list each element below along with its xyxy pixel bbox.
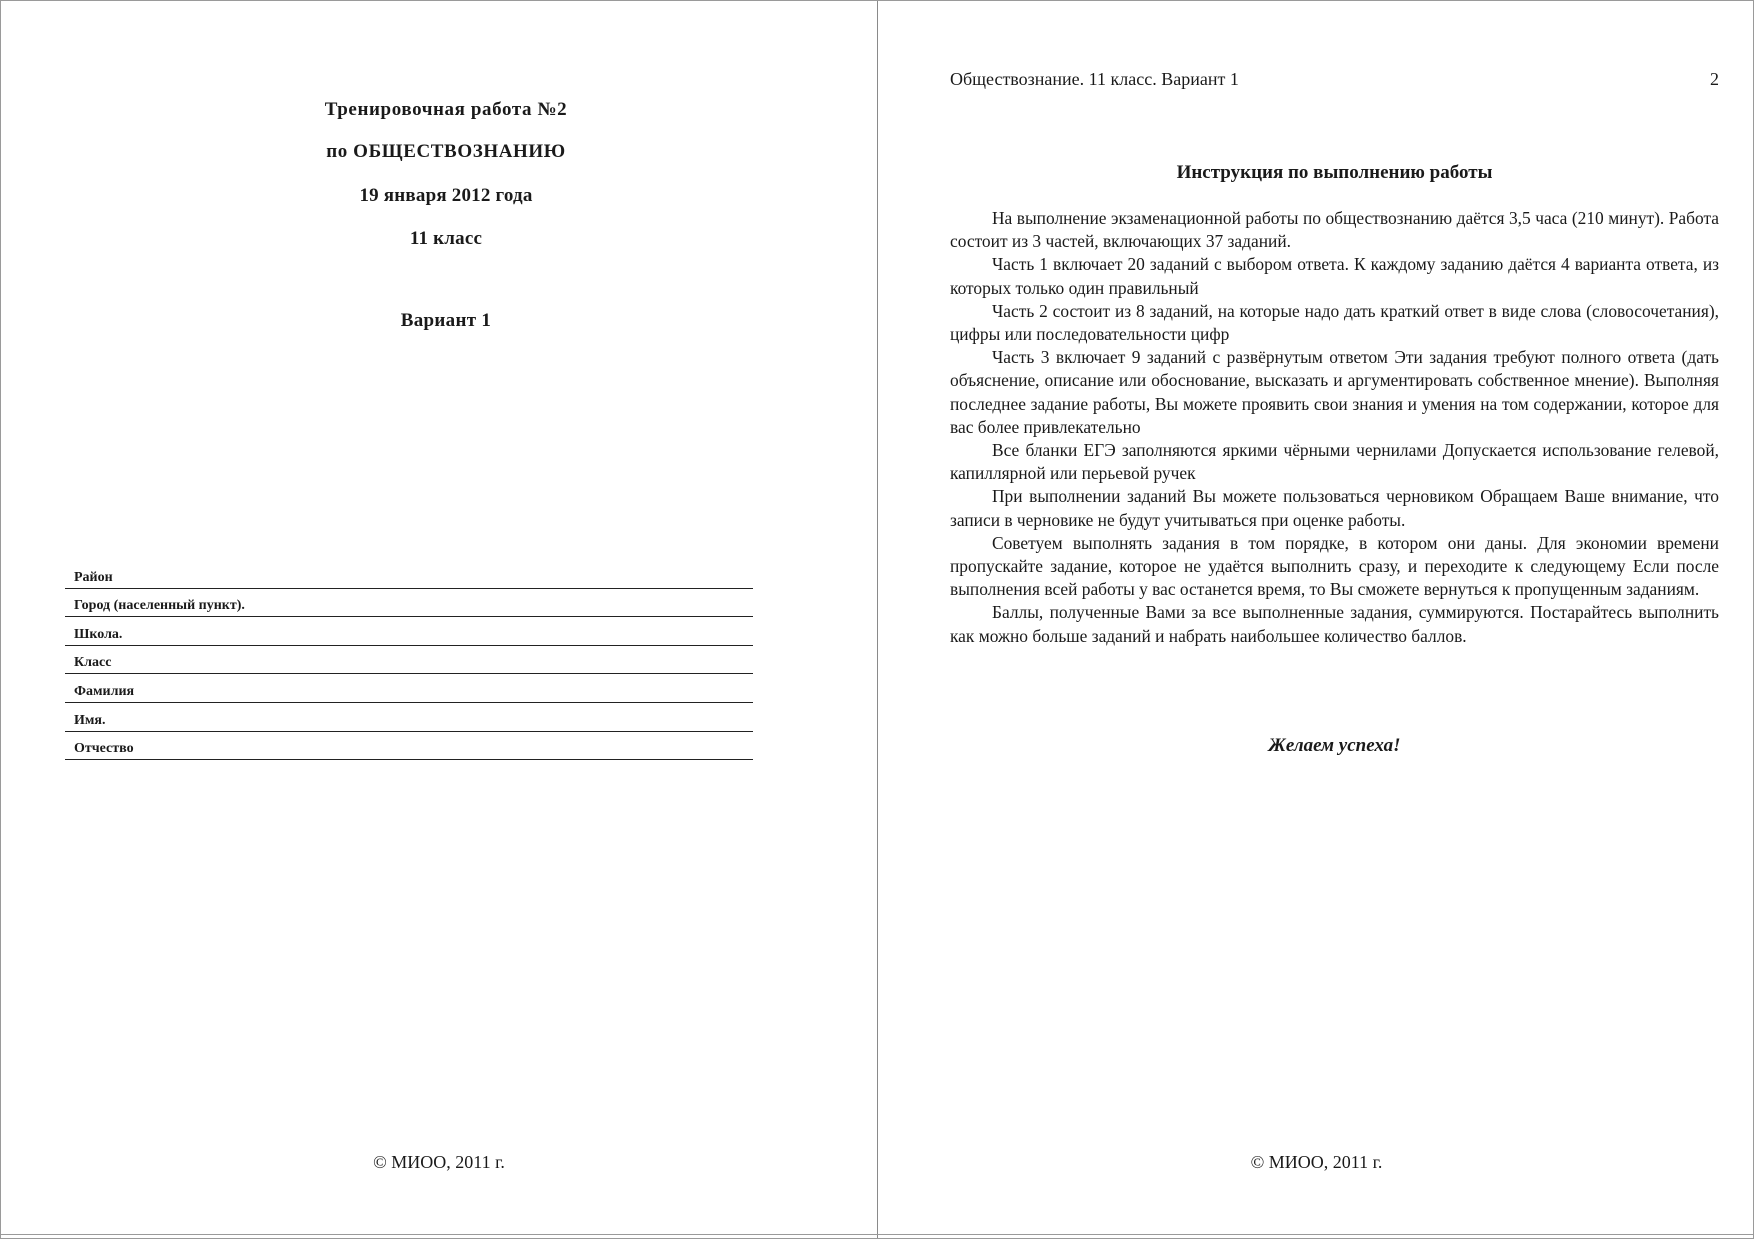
district-label: Район xyxy=(74,569,113,585)
exam-date: 19 января 2012 года xyxy=(359,185,533,206)
paragraph-draft: При выполнении заданий Вы можете пользоваться черновиком Обращаем Ваше внимание, что записи в черновике не будут учитываться при оценке работы. xyxy=(950,486,1719,530)
closing-wish: Желаем успеха! xyxy=(1268,735,1401,756)
district-field[interactable] xyxy=(65,560,753,589)
patronymic-field[interactable] xyxy=(65,732,753,761)
surname-field[interactable] xyxy=(65,674,753,703)
name-field[interactable] xyxy=(65,703,753,732)
class-label: Класс xyxy=(74,655,112,671)
school-field[interactable] xyxy=(65,617,753,646)
school-label: Школа. xyxy=(74,626,123,642)
student-info-form xyxy=(65,560,753,760)
instructions-page xyxy=(878,1,1754,1238)
class-field[interactable] xyxy=(65,646,753,675)
paragraph-order: Советуем выполнять задания в том порядке, в котором они даны. Для экономии времени пропускайте задание, которое не удаётся выполнить сразу, и переходите к следующему Если после выполнения всей работы у вас останется время, то Вы сможете вернуться к пропущенным заданиям. xyxy=(950,532,1719,600)
paragraph-part-1: Часть 1 включает 20 заданий с выбором ответа. К каждому заданию даётся 4 варианта ответа, из которых только один правильный xyxy=(950,254,1719,298)
city-field[interactable] xyxy=(65,589,753,618)
right-footer-copyright: © МИОО, 2011 г. xyxy=(1250,1152,1383,1172)
page-number: 2 xyxy=(1710,69,1719,89)
left-footer-copyright: © МИОО, 2011 г. xyxy=(373,1152,505,1172)
running-header xyxy=(950,69,1719,90)
paragraph-scoring: Баллы, полученные Вами за все выполненные задания, суммируются. Постарайтесь выполнить как можно больше заданий и набрать наибольшее количество баллов. xyxy=(950,602,1719,646)
surname-label: Фамилия xyxy=(74,683,135,699)
subject-title: по ОБЩЕСТВОЗНАНИЮ xyxy=(326,141,566,162)
name-label: Имя. xyxy=(74,712,106,728)
title-page xyxy=(1,1,877,1238)
paragraph-duration: На выполнение экзаменационной работы по обществознанию даётся 3,5 часа (210 минут). Работа состоит из 3 частей, включающих 37 заданий. xyxy=(950,208,1719,252)
paragraph-part-3: Часть 3 включает 9 заданий с развёрнутым ответом Эти задания требуют полного ответа (дать объяснение, описание или обоснование, высказать и аргументировать собственное мнение). Выполняя последнее задание работы, Вы можете проявить свои знания и умения на том содержании, которое для вас более привлекательно xyxy=(950,347,1719,437)
instructions-title: Инструкция по выполнению работы xyxy=(1176,162,1493,183)
patronymic-label: Отчество xyxy=(74,741,134,757)
variant-label: Вариант 1 xyxy=(400,310,492,331)
grade-label: 11 класс xyxy=(409,228,483,249)
paragraph-forms: Все бланки ЕГЭ заполняются яркими чёрными чернилами Допускается использование гелевой, капиллярной или перьевой ручек xyxy=(950,440,1719,484)
running-header-text: Обществознание. 11 класс. Вариант 1 xyxy=(950,69,1239,89)
city-label: Город (населенный пункт). xyxy=(74,598,245,614)
work-title: Тренировочная работа №2 xyxy=(324,99,568,120)
paragraph-part-2: Часть 2 состоит из 8 заданий, на которые надо дать краткий ответ в виде слова (словосочетания), цифры или последовательности цифр xyxy=(950,300,1719,345)
instructions-body xyxy=(950,207,1719,648)
